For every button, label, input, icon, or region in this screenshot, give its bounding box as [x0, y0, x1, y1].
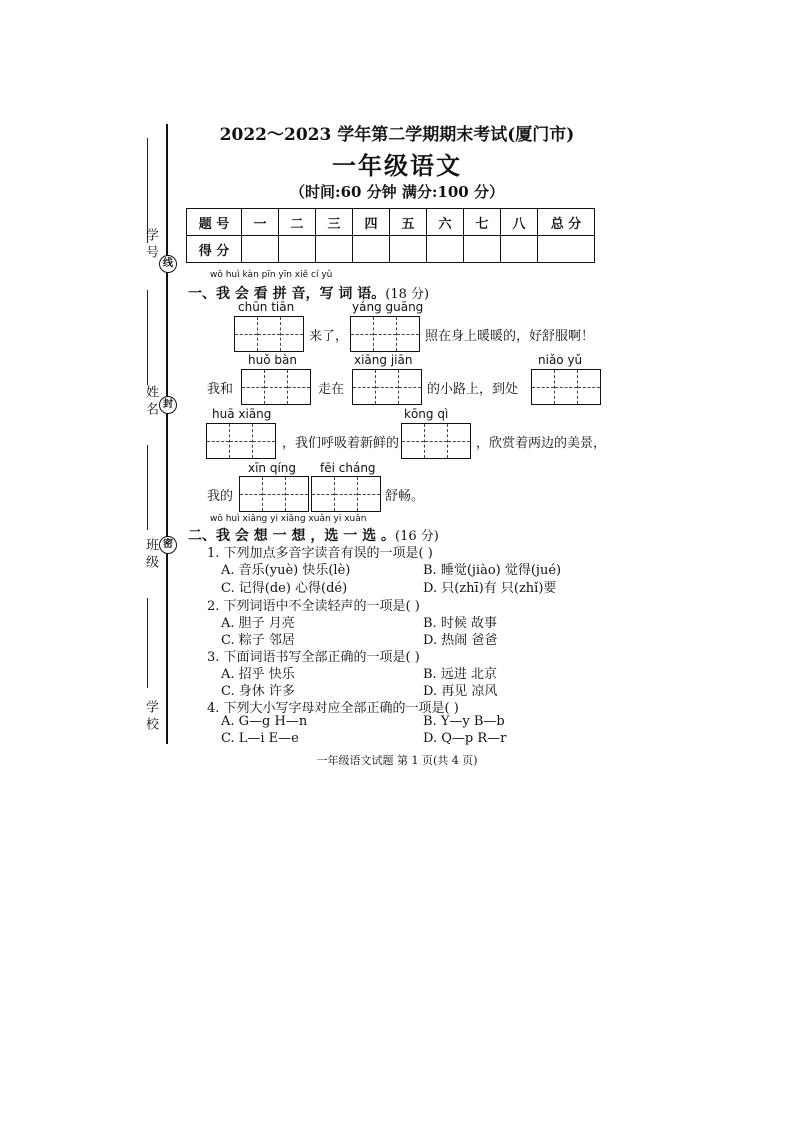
writing-grid-huaxiang[interactable] — [206, 423, 276, 459]
section2-score: (16 分) — [395, 529, 439, 544]
school-blank — [147, 598, 148, 688]
line1-text2: 照在身上暖暖的，好舒服啊！ — [425, 329, 595, 344]
pinyin-chuntian: chūn tiān — [238, 300, 295, 314]
seal-feng: 封 — [159, 396, 177, 414]
score-table-cell: 一 — [242, 209, 279, 236]
writing-grid-chuntian[interactable] — [234, 316, 304, 352]
question-3: 3. 下面词语书写全部正确的一项是( ) — [207, 650, 420, 665]
score-table-cell: 题 号 — [187, 209, 242, 236]
writing-grid-huoban[interactable] — [241, 369, 311, 405]
pinyin-xiangjian: xiāng jiān — [354, 353, 413, 367]
score-table-cell: 总 分 — [538, 209, 595, 236]
question-1-option-a[interactable]: A. 音乐(yuè) 快乐(lè) — [221, 563, 351, 578]
question-3-option-b[interactable]: B. 远进 北京 — [423, 667, 497, 682]
pinyin-niaoyu: niǎo yǔ — [538, 353, 583, 367]
question-4: 4. 下列大小写字母对应全部正确的一项是( ) — [207, 701, 459, 716]
question-3-option-a[interactable]: A. 招乎 快乐 — [221, 667, 295, 682]
line4-text1: 舒畅。 — [385, 489, 425, 504]
question-3-option-c[interactable]: C. 身休 许多 — [221, 684, 295, 699]
score-table-cell: 七 — [464, 209, 501, 236]
page-footer: 一年级语文试题 第 1 页(共 4 页) — [316, 754, 478, 767]
score-input-cell[interactable] — [501, 236, 538, 263]
line2-text1: 走在 — [318, 382, 345, 397]
exam-meta: （时间:60 分钟 满分:100 分） — [290, 183, 504, 201]
question-2-option-d[interactable]: D. 热闹 爸爸 — [423, 633, 498, 648]
line4-text0: 我的 — [207, 489, 234, 504]
writing-grid-kongqi[interactable] — [401, 423, 471, 459]
score-table-cell: 五 — [390, 209, 427, 236]
score-input-cell[interactable] — [464, 236, 501, 263]
section2-pinyin: wǒ huì xiǎng yi xiǎng xuǎn yi xuǎn — [210, 514, 367, 524]
score-input-cell[interactable] — [390, 236, 427, 263]
line1-text1: 来了， — [309, 329, 349, 344]
score-input-cell[interactable] — [353, 236, 390, 263]
question-4-option-c[interactable]: C. L—i E—e — [221, 731, 299, 746]
seal-mi: 密 — [159, 536, 177, 554]
pinyin-xinqing: xīn qíng — [248, 461, 297, 475]
pinyin-huoban: huǒ bàn — [248, 353, 297, 367]
score-table-header-row — [187, 209, 595, 236]
question-4-option-a[interactable]: A. G—g H—n — [221, 714, 308, 729]
pinyin-feichang: fēi cháng — [320, 461, 376, 475]
question-4-option-d[interactable]: D. Q—p R—r — [423, 731, 507, 746]
question-1: 1. 下列加点多音字读音有误的一项是( ) — [207, 546, 433, 561]
subject-title: 一年级语文 — [332, 151, 462, 180]
pinyin-kongqi: kōng qì — [404, 407, 449, 421]
section1-score: (18 分) — [385, 287, 430, 302]
score-table-score-row — [187, 236, 595, 263]
exam-title: 2022～2023 学年第二学期期末考试(厦门市) — [219, 125, 575, 145]
score-input-cell[interactable] — [316, 236, 353, 263]
score-input-cell[interactable] — [427, 236, 464, 263]
question-1-option-c[interactable]: C. 记得(de) 心得(dé) — [221, 581, 348, 596]
section1-pinyin: wǒ huì kàn pīn yīn xiě cí yǔ — [210, 270, 333, 280]
seal-xian: 线 — [159, 255, 177, 273]
line2-text0: 我和 — [207, 382, 234, 397]
score-table-cell: 三 — [316, 209, 353, 236]
student-id-label: 学 号 — [143, 228, 158, 259]
writing-grid-yangguang[interactable] — [350, 316, 420, 352]
class-blank — [147, 445, 148, 530]
score-input-cell[interactable] — [242, 236, 279, 263]
question-4-option-b[interactable]: B. Y—y B—b — [423, 714, 505, 729]
score-table-cell: 六 — [427, 209, 464, 236]
pinyin-yangguang: yáng guāng — [352, 300, 424, 314]
question-2-option-a[interactable]: A. 胆子 月亮 — [221, 616, 295, 631]
name-label: 姓 名 — [143, 385, 158, 416]
writing-grid-niaoyu[interactable] — [531, 369, 601, 405]
line3-text2: ，欣赏着两边的美景， — [476, 436, 607, 451]
name-blank — [147, 290, 148, 385]
line3-text1: ，我们呼吸着新鲜的 — [282, 436, 400, 451]
score-table-cell: 八 — [501, 209, 538, 236]
writing-grid-xiangjian[interactable] — [352, 369, 422, 405]
pinyin-huaxiang: huā xiāng — [212, 407, 272, 421]
school-label: 学 校 — [143, 700, 158, 731]
score-table — [186, 208, 595, 263]
writing-grid-xinqing[interactable] — [239, 476, 309, 512]
writing-grid-feichang[interactable] — [311, 476, 381, 512]
question-2: 2. 下列词语中不全读轻声的一项是( ) — [207, 599, 420, 614]
score-table-cell: 四 — [353, 209, 390, 236]
question-2-option-b[interactable]: B. 时候 故事 — [423, 616, 497, 631]
score-table-cell: 二 — [279, 209, 316, 236]
binding-line — [166, 124, 168, 744]
score-input-cell[interactable] — [279, 236, 316, 263]
question-1-option-d[interactable]: D. 只(zhī)有 只(zhǐ)要 — [423, 581, 557, 596]
section1-title: 一、我 会 看 拼 音，写 词 语。 — [188, 286, 386, 302]
question-3-option-d[interactable]: D. 再见 凉风 — [423, 684, 498, 699]
question-1-option-b[interactable]: B. 睡觉(jiào) 觉得(jué) — [423, 563, 562, 578]
score-row-label: 得 分 — [187, 236, 242, 263]
class-label: 班 级 — [143, 538, 158, 569]
section2-title: 二、我 会 想 一 想 ，选 一 选 。 — [188, 528, 395, 544]
score-input-cell[interactable] — [538, 236, 595, 263]
line2-text2: 的小路上，到处 — [427, 382, 519, 397]
question-2-option-c[interactable]: C. 粽子 邻居 — [221, 633, 295, 648]
